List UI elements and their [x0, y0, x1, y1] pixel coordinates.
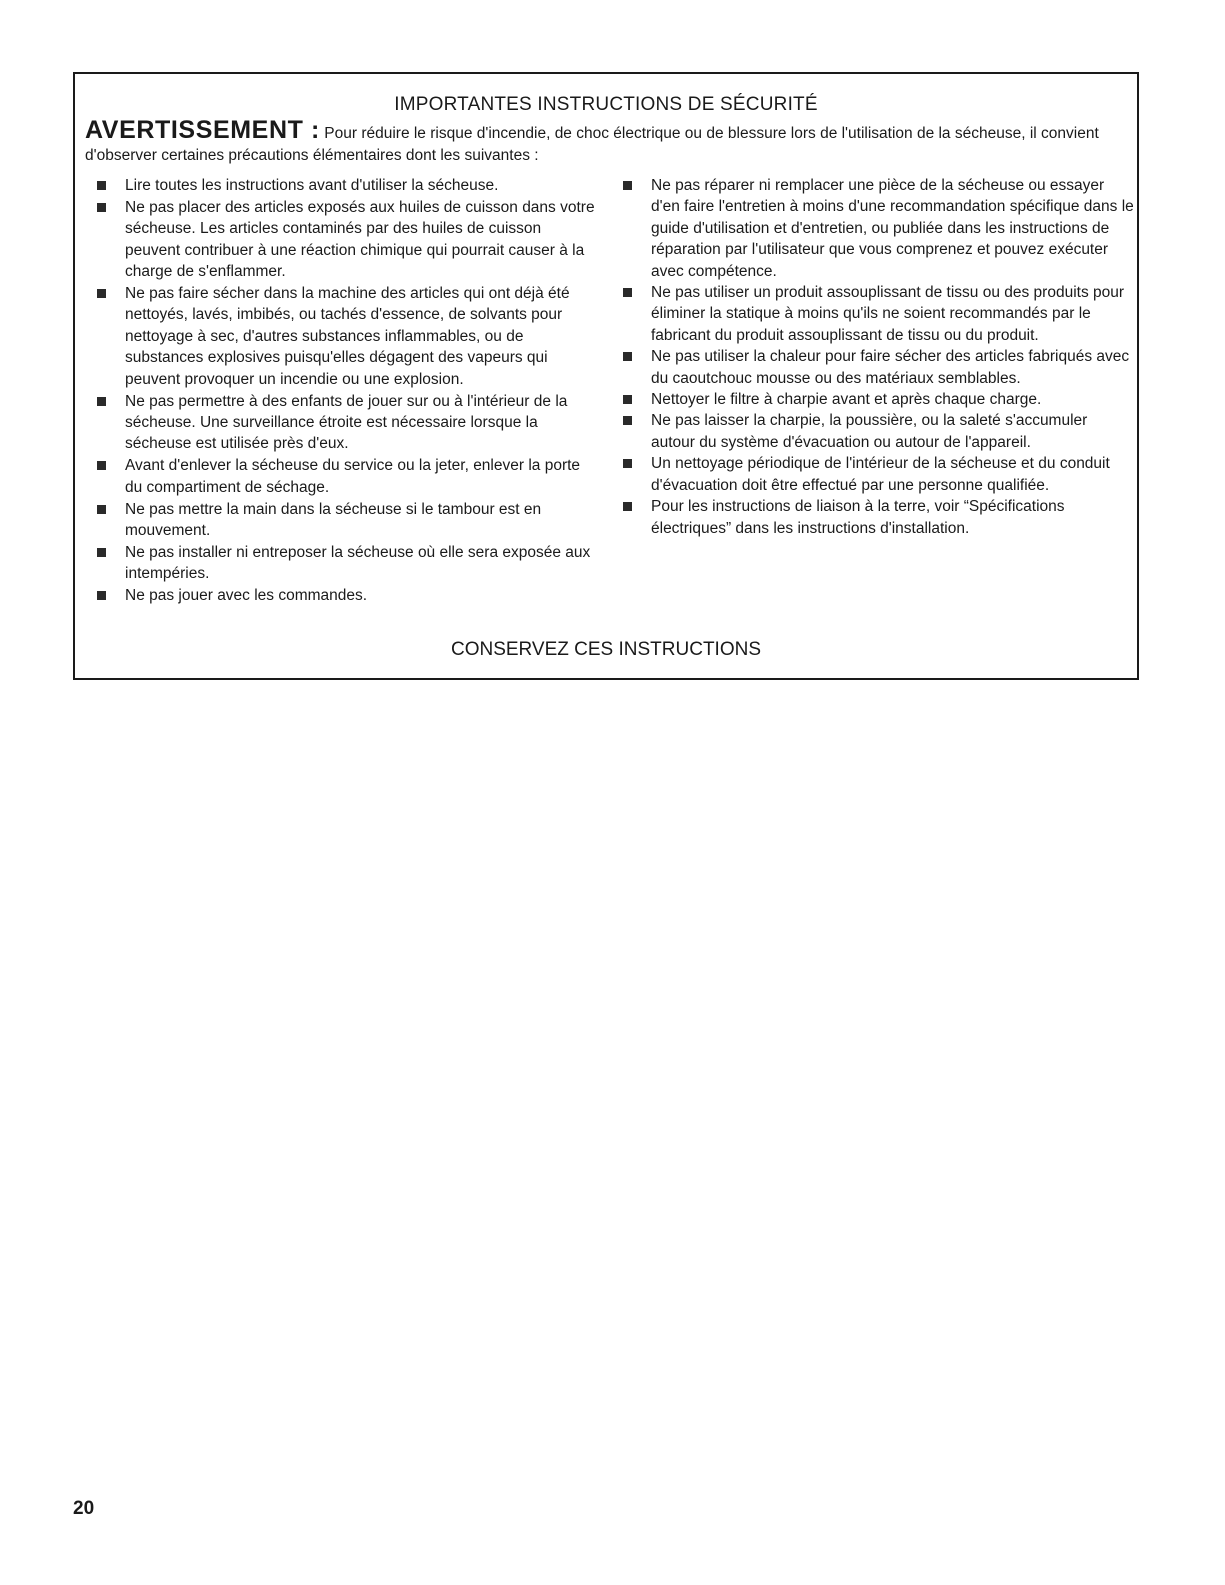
list-item-text: Ne pas placer des articles exposés aux huiles de cuisson dans votre sécheuse. Les articles contaminés par des huiles de cuisson peuvent contribuer à une réaction chimique qui pourrait causer à la charge de s'enflammer. [125, 198, 595, 281]
square-bullet-icon [97, 397, 106, 406]
list-item-text: Lire toutes les instructions avant d'utiliser la sécheuse. [125, 177, 499, 194]
safety-instructions-box [73, 72, 1139, 680]
safety-title: IMPORTANTES INSTRUCTIONS DE SÉCURITÉ [394, 94, 818, 115]
list-item-text: Nettoyer le filtre à charpie avant et après chaque charge. [651, 391, 1042, 409]
list-item-text: Pour les instructions de liaison à la terre, voir “Spécifications électriques” dans les instructions d'installation. [651, 498, 1065, 537]
list-item [97, 455, 597, 498]
warning-text: Pour réduire le risque d'incendie, de choc électrique ou de blessure lors de l'utilisation de la sécheuse, il convient d'observer certaines précautions élémentaires dont les suivantes : [85, 125, 1099, 164]
list-item [623, 282, 1135, 346]
list-item-text: Ne pas utiliser la chaleur pour faire sécher des articles fabriqués avec du caoutchouc mousse ou des matériaux semblables. [651, 348, 1130, 387]
warning-paragraph [85, 116, 1135, 167]
square-bullet-icon [97, 461, 106, 470]
list-item [623, 346, 1135, 389]
square-bullet-icon [97, 548, 106, 557]
list-item-text: Ne pas jouer avec les commandes. [125, 587, 368, 605]
list-item-text: Ne pas mettre la main dans la sécheuse si le tambour est en mouvement. [125, 500, 542, 539]
square-bullet-icon [623, 288, 632, 297]
list-item [97, 585, 597, 606]
square-bullet-icon [623, 416, 632, 425]
list-item-text: Ne pas utiliser un produit assouplissant de tissu ou des produits pour éliminer la statique à moins qu'ils ne soient recommandés par le fabricant du produit assouplissant de tissu ou du produit. [651, 284, 1125, 344]
list-item [97, 197, 597, 283]
square-bullet-icon [97, 591, 106, 600]
square-bullet-icon [623, 181, 632, 190]
save-instructions-footer: CONSERVEZ CES INSTRUCTIONS [450, 639, 762, 660]
warning-label: AVERTISSEMENT : [85, 116, 320, 144]
list-item [623, 496, 1135, 539]
square-bullet-icon [623, 352, 632, 361]
square-bullet-icon [97, 203, 106, 212]
list-item-text: Avant d'enlever la sécheuse du service ou la jeter, enlever la porte du compartiment de séchage. [125, 457, 581, 496]
square-bullet-icon [97, 289, 106, 298]
list-item [97, 391, 597, 455]
list-item-text: Un nettoyage périodique de l'intérieur de la sécheuse et du conduit d'évacuation doit être effectué par une personne qualifiée. [651, 455, 1110, 494]
list-item [97, 542, 597, 585]
list-item-text: Ne pas installer ni entreposer la sécheuse où elle sera exposée aux intempéries. [125, 543, 591, 583]
list-item [97, 175, 597, 196]
list-item [623, 453, 1135, 496]
square-bullet-icon [623, 459, 632, 468]
list-item-text: Ne pas permettre à des enfants de jouer sur ou à l'intérieur de la sécheuse. Une surveillance étroite est nécessaire lorsque la sécheuse est utilisée près d'eux. [125, 392, 568, 453]
safety-list-left [97, 175, 597, 607]
list-item-text: Ne pas faire sécher dans la machine des articles qui ont déjà été nettoyés, lavés, imbibés, ou tachés d'essence, de solvants pour nettoyage à sec, d'autres substances inflammables, ou de substances explosives puisqu'elles dégagent des vapeurs qui peuvent provoquer un incendie ou une explosion. [125, 285, 570, 388]
list-item-text: Ne pas laisser la charpie, la poussière, ou la saleté s'accumuler autour du système d'évacuation ou autour de l'appareil. [651, 412, 1088, 451]
square-bullet-icon [97, 181, 106, 190]
page-number: 20 [73, 1498, 95, 1519]
square-bullet-icon [623, 502, 632, 511]
list-item-text: Ne pas réparer ni remplacer une pièce de la sécheuse ou essayer d'en faire l'entretien à moins d'une recommandation spécifique dans le guide d'utilisation et d'entretien, ou publiée dans les instructions de réparation par l'utilisateur que vous comprenez et pouvez exécuter avec compétence. [651, 177, 1134, 280]
list-item [97, 499, 597, 542]
list-item [623, 410, 1135, 453]
square-bullet-icon [97, 505, 106, 514]
list-item [97, 283, 597, 390]
list-item [623, 175, 1135, 282]
square-bullet-icon [623, 395, 632, 404]
list-item [623, 389, 1135, 410]
safety-list-right [623, 175, 1135, 539]
